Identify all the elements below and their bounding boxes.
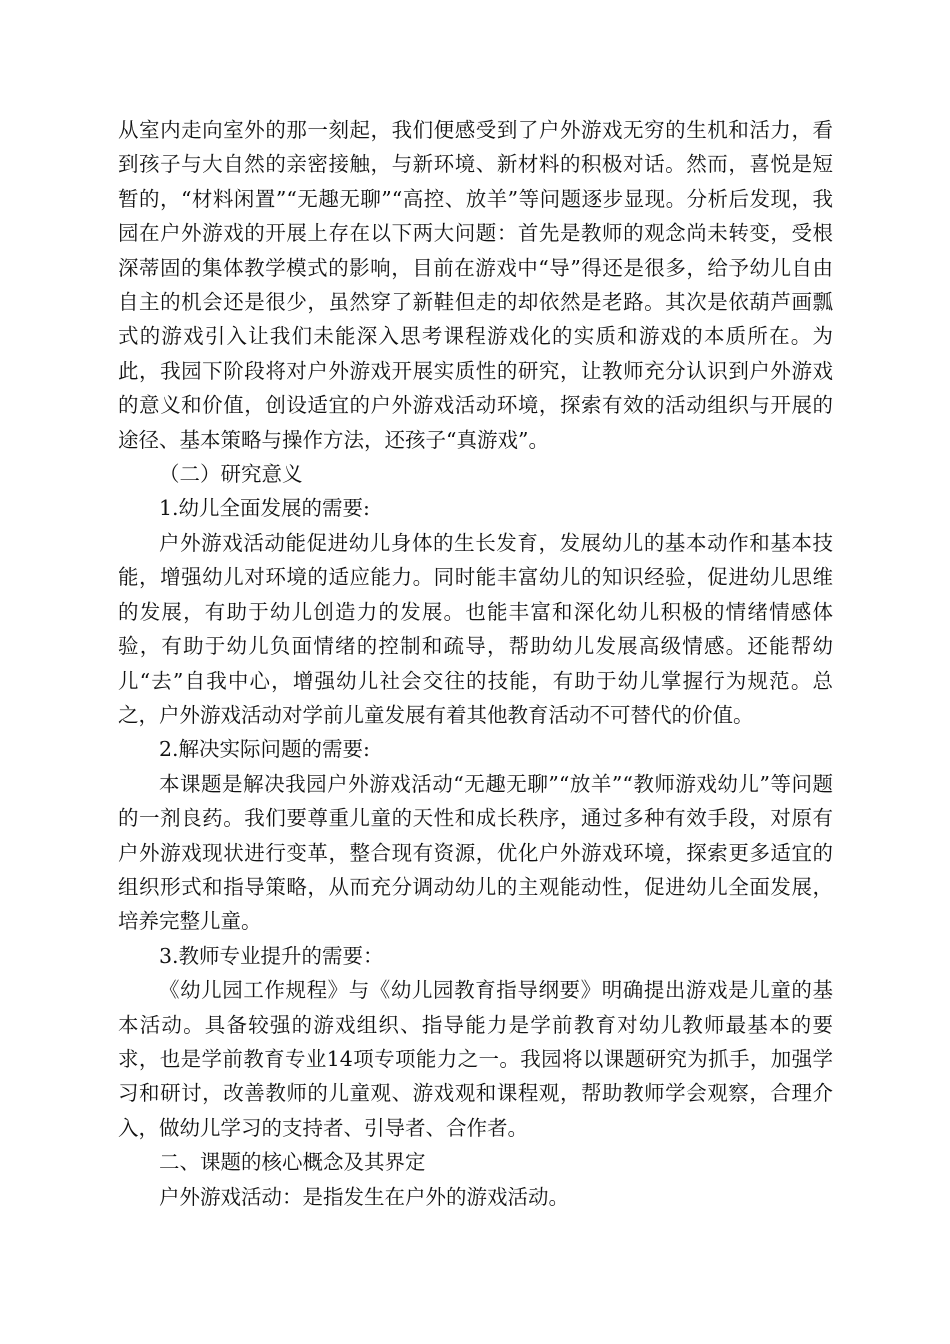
paragraph-practical-problems: 本课题是解决我园户外游戏活动“无趣无聊”“放羊”“教师游戏幼儿”等问题的一剂良药。我们要尊重儿童的天性和成长秩序，通过多种有效手段，对原有户外游戏现状进行变革，整合现有资源，优化户外游戏环境，探索更多适宜的组织形式和指导策略，从而充分调动幼儿的主观能动性，促进幼儿全面发展，培养完整儿童。 bbox=[118, 771, 833, 934]
paragraph-teacher-development: 《幼儿园工作规程》与《幼儿园教育指导纲要》明确提出游戏是儿童的基本活动。具备较强的游戏组织、指导能力是学前教育对幼儿教师最基本的要求，也是学前教育专业14项专项能力之一。我园将以课题研究为抓手，加强学习和研讨，改善教师的儿童观、游戏观和课程观，帮助教师学会观察，合理介入，做幼儿学习的支持者、引导者、合作者。 bbox=[118, 978, 833, 1140]
document-page bbox=[118, 113, 833, 1214]
section-heading-research-significance: （二）研究意义 bbox=[159, 462, 303, 487]
subheading-child-development: 1.幼儿全面发展的需要: bbox=[159, 496, 370, 521]
section-heading-core-concepts: 二、课题的核心概念及其界定 bbox=[159, 1150, 426, 1175]
paragraph-child-development: 户外游戏活动能促进幼儿身体的生长发育，发展幼儿的基本动作和基本技能，增强幼儿对环境的适应能力。同时能丰富幼儿的知识经验，促进幼儿思维的发展，有助于幼儿创造力的发展。也能丰富和深化幼儿积极的情绪情感体验，有助于幼儿负面情绪的控制和疏导，帮助幼儿发展高级情感。还能帮幼儿“去”自我中心，增强幼儿社会交往的技能，有助于幼儿掌握行为规范。总之，户外游戏活动对学前儿童发展有着其他教育活动不可替代的价值。 bbox=[118, 530, 833, 727]
paragraph-background: 从室内走向室外的那一刻起，我们便感受到了户外游戏无穷的生机和活力，看到孩子与大自然的亲密接触，与新环境、新材料的积极对话。然而，喜悦是短暂的，“材料闲置”“无趣无聊”“高控、放羊”等问题逐步显现。分析后发现，我园在户外游戏的开展上存在以下两大问题：首先是教师的观念尚未转变，受根深蒂固的集体教学模式的影响，目前在游戏中“导”得还是很多，给予幼儿自由自主的机会还是很少，虽然穿了新鞋但走的却依然是老路。其次是依葫芦画瓢式的游戏引入让我们未能深入思考课程游戏化的实质和游戏的本质所在。为此，我园下阶段将对户外游戏开展实质性的研究，让教师充分认识到户外游戏的意义和价值，创设适宜的户外游戏活动环境，探索有效的活动组织与开展的途径、基本策略与操作方法，还孩子“真游戏”。 bbox=[118, 118, 833, 452]
paragraph-outdoor-game-definition: 户外游戏活动：是指发生在户外的游戏活动。 bbox=[159, 1184, 569, 1209]
subheading-practical-problems: 2.解决实际问题的需要: bbox=[159, 737, 370, 762]
subheading-teacher-development: 3.教师专业提升的需要： bbox=[159, 943, 384, 968]
